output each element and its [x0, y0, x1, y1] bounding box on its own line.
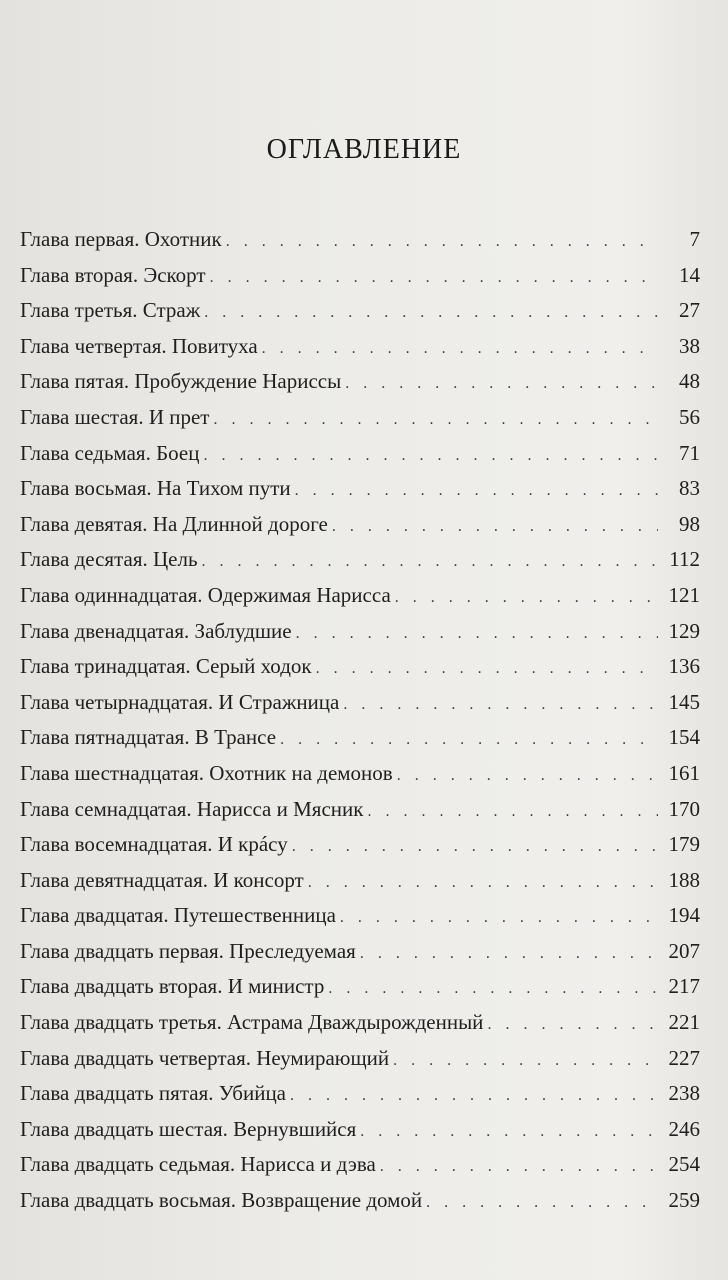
toc-dot-leader: [332, 509, 658, 545]
toc-entry-page-number: 207: [668, 938, 700, 963]
toc-entry-page-number: 227: [668, 1045, 700, 1070]
toc-dot-leader: [226, 224, 658, 260]
toc-dot-leader: [296, 616, 658, 652]
toc-entry-title: Глава восемнадцатая. И крáсу: [20, 832, 288, 857]
toc-entry-title: Глава двадцать третья. Астрама Дваждырожденный: [20, 1010, 484, 1035]
toc-entry-page-number: 129: [668, 618, 700, 643]
toc-entry-title: Глава двадцать пятая. Убийца: [20, 1081, 286, 1106]
toc-entry: [20, 1147, 700, 1183]
toc-entry-title: Глава тринадцатая. Серый ходок: [20, 654, 312, 679]
toc-entry: [20, 436, 700, 472]
toc-entry-title: Глава девятая. На Длинной дороге: [20, 511, 328, 536]
toc-dot-leader: [360, 936, 658, 972]
toc-entry-page-number: 83: [679, 476, 700, 501]
toc-entry-title: Глава двадцать первая. Преследуемая: [20, 938, 356, 963]
toc-entry-page-number: 188: [668, 867, 700, 892]
toc-dot-leader: [292, 829, 658, 865]
toc-dot-leader: [202, 544, 658, 580]
toc-entry-page-number: 194: [668, 903, 700, 928]
toc-dot-leader: [204, 295, 658, 331]
toc-entry-page-number: 48: [679, 369, 700, 394]
toc-entry-page-number: 38: [679, 333, 700, 358]
toc-entry-title: Глава третья. Страж: [20, 298, 201, 323]
toc-entry: [20, 863, 700, 899]
toc-dot-leader: [360, 1114, 658, 1150]
toc-entry-title: Глава восьмая. На Тихом пути: [20, 476, 291, 501]
toc-entry: [20, 293, 700, 329]
toc-entry-title: Глава семнадцатая. Нарисса и Мясник: [20, 796, 364, 821]
toc-dot-leader: [426, 1185, 658, 1221]
toc-dot-leader: [316, 651, 658, 687]
toc-entry: [20, 934, 700, 970]
toc-dot-leader: [393, 1043, 658, 1079]
toc-dot-leader: [487, 1007, 658, 1043]
toc-entry-title: Глава двадцать вторая. И министр: [20, 974, 325, 999]
toc-entry-page-number: 121: [668, 582, 700, 607]
toc-dot-leader: [295, 473, 658, 509]
toc-entry-title: Глава четвертая. Повитуха: [20, 333, 258, 358]
toc-entry: [20, 792, 700, 828]
toc-entry: [20, 898, 700, 934]
toc-dot-leader: [340, 900, 658, 936]
toc-dot-leader: [380, 1149, 658, 1185]
toc-entry-page-number: 136: [668, 654, 700, 679]
toc-entry-page-number: 254: [668, 1152, 700, 1177]
toc-entry-title: Глава пятнадцатая. В Трансе: [20, 725, 277, 750]
toc-entry-page-number: 7: [689, 227, 700, 251]
toc-entry-page-number: 238: [668, 1081, 700, 1106]
toc-entry-title: Глава одиннадцатая. Одержимая Нарисса: [20, 582, 391, 607]
toc-entry-page-number: 27: [679, 298, 700, 323]
toc-entry-title: Глава пятая. Пробуждение Нариссы: [20, 369, 342, 394]
toc-entry-page-number: 246: [668, 1116, 700, 1141]
toc-entry: [20, 1076, 700, 1112]
toc-entry: [20, 685, 700, 721]
toc-dot-leader: [328, 971, 658, 1007]
toc-entry: [20, 222, 700, 258]
toc-entry: [20, 720, 700, 756]
toc-entry: [20, 969, 700, 1005]
toc-entry: [20, 827, 700, 863]
toc-entry-title: Глава шестая. И прет: [20, 404, 210, 429]
toc-entry: [20, 649, 700, 685]
toc-entry: [20, 1005, 700, 1041]
toc-entry-page-number: 71: [679, 440, 700, 465]
toc-entry-title: Глава десятая. Цель: [20, 547, 198, 572]
toc-entry-title: Глава двадцатая. Путешественница: [20, 903, 336, 928]
toc-entry: [20, 329, 700, 365]
toc-dot-leader: [397, 758, 658, 794]
toc-entry-page-number: 179: [668, 832, 700, 857]
toc-entry-title: Глава четырнадцатая. И Стражница: [20, 689, 340, 714]
toc-entry-page-number: 170: [668, 796, 700, 821]
toc-entry-page-number: 217: [668, 974, 700, 999]
toc-entry-title: Глава двадцать четвертая. Неумирающий: [20, 1045, 390, 1070]
toc-entry-page-number: 56: [679, 404, 700, 429]
toc-dot-leader: [290, 1078, 658, 1114]
toc-entry: [20, 400, 700, 436]
page-title: ОГЛАВЛЕНИЕ: [266, 134, 462, 165]
toc-entry-title: Глава девятнадцатая. И консорт: [20, 867, 304, 892]
toc-dot-leader: [203, 438, 658, 474]
toc-entry-title: Глава двадцать седьмая. Нарисса и дэва: [20, 1152, 376, 1177]
toc-dot-leader: [367, 794, 658, 830]
toc-entry: [20, 364, 700, 400]
toc-entry-title: Глава двадцать восьмая. Возвращение домой: [20, 1188, 423, 1213]
toc-entry: [20, 1183, 700, 1219]
toc-dot-leader: [343, 687, 658, 723]
toc-entry: [20, 578, 700, 614]
toc-entry-page-number: 145: [668, 689, 700, 714]
toc-entry: [20, 507, 700, 543]
toc-entry-page-number: 221: [668, 1010, 700, 1035]
toc-entry: [20, 471, 700, 507]
toc-entry: [20, 614, 700, 650]
toc-entry-page-number: 154: [668, 725, 700, 750]
toc-dot-leader: [280, 722, 658, 758]
toc-entry-title: Глава шестнадцатая. Охотник на демонов: [20, 760, 393, 785]
toc-entry: [20, 258, 700, 294]
toc-entry-page-number: 14: [679, 262, 700, 287]
toc-entry-title: Глава двадцать шестая. Вернувшийся: [20, 1116, 357, 1141]
toc-entry: [20, 756, 700, 792]
toc-entry-page-number: 259: [668, 1188, 700, 1213]
toc-entry-title: Глава двенадцатая. Заблудшие: [20, 618, 292, 643]
toc-dot-leader: [213, 402, 658, 438]
toc-entry-page-number: 161: [668, 760, 700, 785]
toc-entry: [20, 1112, 700, 1148]
toc-entry-title: Глава вторая. Эскорт: [20, 262, 206, 287]
table-of-contents: [20, 222, 700, 1219]
toc-dot-leader: [308, 865, 658, 901]
toc-entry-title: Глава седьмая. Боец: [20, 440, 200, 465]
toc-entry-page-number: 98: [679, 511, 700, 536]
toc-dot-leader: [395, 580, 658, 616]
toc-dot-leader: [210, 260, 658, 296]
toc-entry: [20, 542, 700, 578]
toc-entry-title: Глава первая. Охотник: [20, 227, 222, 251]
toc-entry-page-number: 112: [669, 547, 700, 572]
toc-entry: [20, 1041, 700, 1077]
toc-dot-leader: [345, 366, 658, 402]
toc-dot-leader: [262, 331, 658, 367]
